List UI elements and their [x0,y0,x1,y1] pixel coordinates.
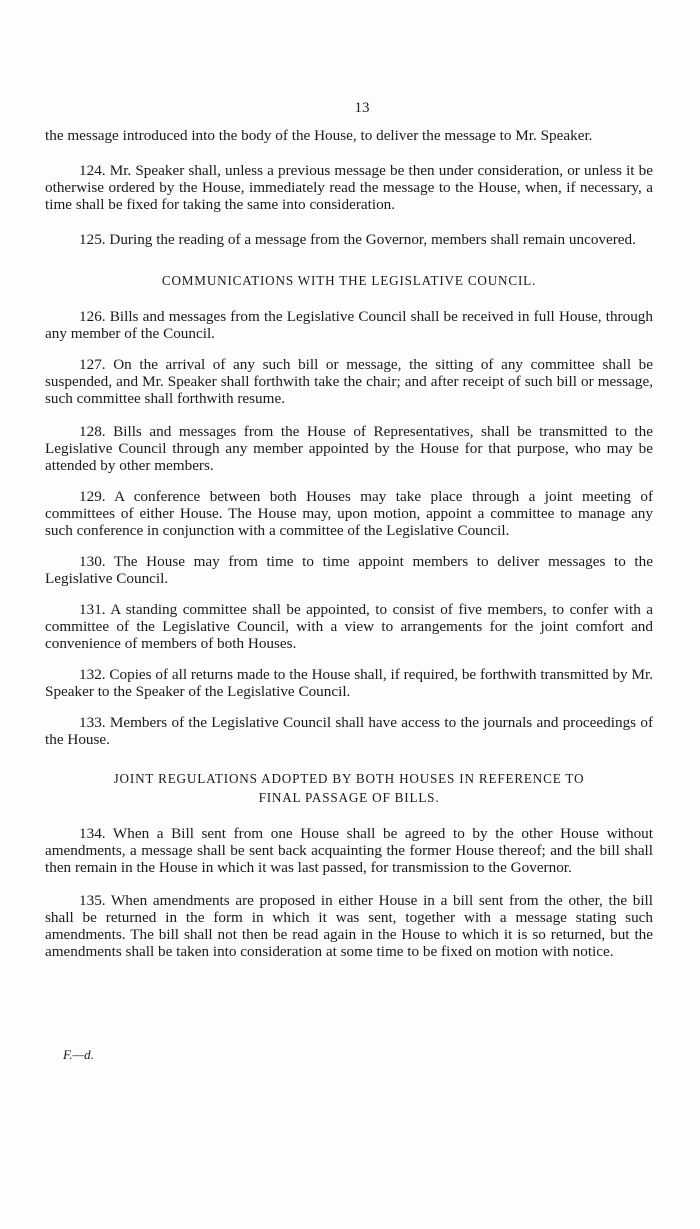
paragraph-130: 130. The House may from time to time appoint members to deliver messages to the Legislative Council. [45,553,653,587]
paragraph-124: 124. Mr. Speaker shall, unless a previous message be then under consideration, or unless it be otherwise ordered by the House, immediately read the message to the House, when, if necessary, a time shall be fixed for taking the same into consideration. [45,162,653,213]
paragraph-continued: the message introduced into the body of the House, to deliver the message to Mr. Speaker. [45,127,593,144]
paragraph-132: 132. Copies of all returns made to the House shall, if required, be forthwith transmitted by Mr. Speaker to the Speaker of the Legislative Council. [45,666,653,700]
section-heading-joint-regulations: JOINT REGULATIONS ADOPTED BY BOTH HOUSES IN REFERENCE TO [113,771,585,786]
paragraph-128: 128. Bills and messages from the House of Representatives, shall be transmitted to the Legislative Council through any member appointed by the House for that purpose, who may be attended by other members. [45,423,653,474]
paragraph-131: 131. A standing committee shall be appointed, to consist of five members, to confer with a committee of the Legislative Council, with a view to arrangements for the joint comfort and convenience of members of both Houses. [45,601,653,652]
page-body [45,127,653,960]
paragraph-133: 133. Members of the Legislative Council shall have access to the journals and proceedings of the House. [45,714,653,748]
section-heading-legislative-council: COMMUNICATIONS WITH THE LEGISLATIVE COUNCIL. [161,273,537,288]
footer-signature: F.—d. [63,1047,94,1062]
page-number: 13 [354,100,370,116]
paragraph-135: 135. When amendments are proposed in either House in a bill sent from the other, the bill shall be returned in the form in which it was sent, together with a message stating such amendments. The bill shall not then be read again in the House to which it is so returned, but the amendments shall be taken into consideration at some time to be fixed on motion with notice. [45,892,653,960]
paragraph-126: 126. Bills and messages from the Legislative Council shall be received in full House, through any member of the Council. [45,308,653,342]
paragraph-127: 127. On the arrival of any such bill or message, the sitting of any committee shall be suspended, and Mr. Speaker shall forthwith take the chair; and after receipt of such bill or message, such committee shall forthwith resume. [45,356,653,407]
paragraph-134: 134. When a Bill sent from one House shall be agreed to by the other House without amendments, a message shall be sent back acquainting the former House thereof; and the bill shall then remain in the House in which it was last passed, for transmission to the Governor. [45,825,653,876]
paragraph-129: 129. A conference between both Houses may take place through a joint meeting of committees of either House. The House may, upon motion, appoint a committee to manage any such conference in conjunction with a committee of the Legislative Council. [45,488,653,539]
section-heading-joint-regulations-line2: FINAL PASSAGE OF BILLS. [258,790,440,805]
paragraph-125: 125. During the reading of a message from the Governor, members shall remain uncovered. [79,231,636,248]
